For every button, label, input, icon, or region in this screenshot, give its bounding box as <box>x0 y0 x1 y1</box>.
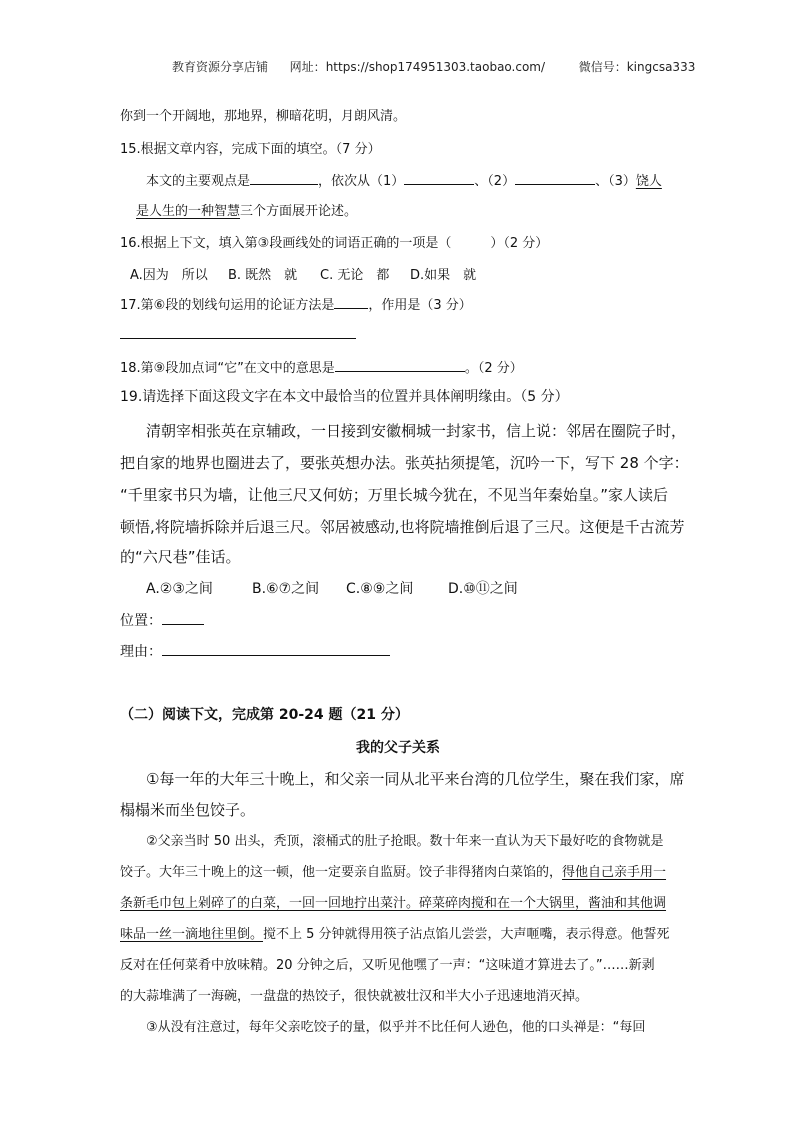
q16-stem: 16.根据上下文，填入第③段画线处的词语正确的一项是（ ）（2 分） <box>120 236 549 251</box>
q19-stem: 19.请选择下面这段文字在本文中最恰当的位置并具体阐明缘由。（5 分） <box>120 389 569 405</box>
q19-option-d[interactable]: D.⑩⑪之间 <box>448 581 518 597</box>
p2-line <box>120 861 666 880</box>
p1-line: ①每一年的大年三十晚上，和父亲一同从北平来台湾的几位学生，聚在我们家，席 <box>146 770 685 788</box>
q15-text-a: 本文的主要观点是 <box>146 174 251 189</box>
q16-option-c[interactable]: C. 无论 都 <box>320 268 390 283</box>
q17-stem <box>120 294 472 313</box>
p1-line: 榻榻米而坐包饺子。 <box>120 801 256 819</box>
p2-line <box>120 923 670 942</box>
q17-text-b: ，作用是（3 分） <box>368 298 472 313</box>
q18-blank[interactable] <box>335 357 465 372</box>
q15-underlined-b: 是人生的一种智慧 <box>136 204 241 219</box>
header-shop: 教育资源分享店铺 <box>172 60 269 74</box>
p2-text: 搅不上 5 分钟就得用筷子沾点馅儿尝尝，大声咂嘴，表示得意。他誓死 <box>263 927 670 942</box>
p2-line: 反对在任何菜肴中放味精。20 分钟之后，又听见他嘿了一声：“这味道才算进去了。”……新剥 <box>120 958 655 973</box>
q15-text-d: 、（3） <box>595 174 636 189</box>
top-line: 你到一个开阔地，那地界，柳暗花明，月朗风清。 <box>120 109 407 124</box>
section2-heading: （二）阅读下文，完成第 20-24 题（21 分） <box>120 707 409 723</box>
p3-line: ③从没有注意过，每年父亲吃饺子的量，似乎并不比任何人逊色，他的口头禅是：“每回 <box>146 1020 646 1035</box>
q19-reason-blank[interactable] <box>162 641 390 656</box>
q15-blank-main[interactable] <box>250 170 318 185</box>
q15-blank-1[interactable] <box>404 170 474 185</box>
q19-reason-label: 理由： <box>120 644 162 660</box>
q15-text-c: 、（2） <box>474 174 516 189</box>
q17-answer-line[interactable] <box>120 338 356 339</box>
q18-text-b: 。（2 分） <box>464 361 523 376</box>
q18-stem <box>120 357 523 376</box>
q19-passage-line: “千里家书只为墙，让他三尺又何妨；万里长城今犹在，不见当年秦始皇。”家人读后 <box>120 486 669 504</box>
q17-blank-method[interactable] <box>334 294 368 309</box>
q19-position-label: 位置： <box>120 613 162 629</box>
q16-option-a[interactable]: A.因为 所以 <box>130 268 208 283</box>
q16-option-b[interactable]: B. 既然 就 <box>228 268 298 283</box>
p2-text: 饺子。大年三十晚上的这一顿，他一定要亲自监厨。饺子非得猪肉白菜馅的， <box>120 865 563 880</box>
header-wechat: kingcsa333 <box>626 60 696 74</box>
q19-passage-line: 清朝宰相张英在京辅政，一日接到安徽桐城一封家书，信上说：邻居在圈院子时， <box>146 422 687 440</box>
q15-underlined-a: 饶人 <box>635 174 662 189</box>
p2-line: 的大蒜堆满了一海碗，一盘盘的热饺子，很快就被壮汉和半大小子迅速地消灭掉。 <box>120 989 589 1004</box>
q19-option-a[interactable]: A.②③之间 <box>146 581 213 597</box>
header-url[interactable]: https://shop174951303.taobao.com/ <box>325 60 546 74</box>
p2-line: ②父亲当时 50 出头，秃顶，滚桶式的肚子抢眼。数十年来一直认为天下最好吃的食物就是 <box>146 834 664 849</box>
q15-line1 <box>146 170 662 189</box>
q19-passage-line: 顿悟,将院墙拆除并后退三尺。邻居被感动,也将院墙推倒后退了三尺。这便是千古流芳 <box>120 518 685 536</box>
p2-underlined-line: 条新毛巾包上剁碎了的白菜，一回一回地拧出菜汁。碎菜碎肉搅和在一个大锅里，酱油和其他调 <box>120 896 667 911</box>
q19-passage-line: 把自家的地界也圈进去了，要张英想办法。张英拈须提笔，沉吟一下，写下 28 个字： <box>120 454 689 472</box>
q17-text-a: 17.第⑥段的划线句运用的论证方法是 <box>120 298 335 313</box>
q19-option-b[interactable]: B.⑥⑦之间 <box>252 581 320 597</box>
q15-line2 <box>136 200 357 219</box>
q19-position <box>120 610 204 630</box>
q19-position-blank[interactable] <box>162 610 204 625</box>
header-wechat-label: 微信号： <box>578 60 627 74</box>
q19-reason <box>120 641 390 661</box>
p2-underlined: 味品一丝一滴地往里倒。 <box>120 927 264 942</box>
q15-tail: 三个方面展开论述。 <box>240 204 358 219</box>
q15-blank-2[interactable] <box>515 170 595 185</box>
p2-underlined: 得他自己亲手用一 <box>562 865 667 880</box>
q18-text-a: 18.第⑨段加点词“它”在文中的意思是 <box>120 361 335 376</box>
q15-stem: 15.根据文章内容，完成下面的填空。（7 分） <box>120 142 381 157</box>
article-title: 我的父子关系 <box>356 740 440 756</box>
page-header <box>172 58 695 75</box>
q16-option-d[interactable]: D.如果 就 <box>410 268 477 283</box>
q19-passage-line: 的“六尺巷”佳话。 <box>120 548 241 566</box>
header-url-label: 网址： <box>289 60 326 74</box>
q15-text-b: ，依次从（1） <box>318 174 405 189</box>
q19-option-c[interactable]: C.⑧⑨之间 <box>346 581 414 597</box>
